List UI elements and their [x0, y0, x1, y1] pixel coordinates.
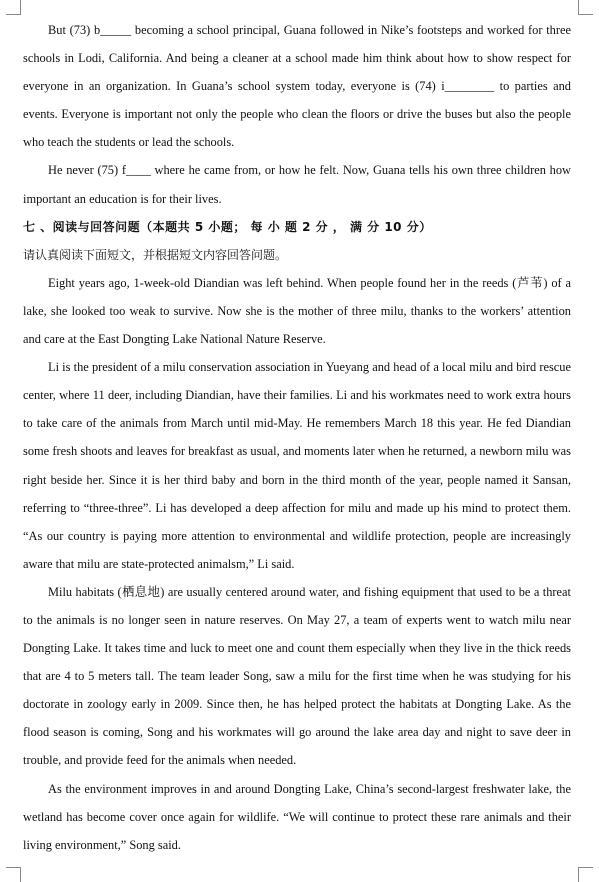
- paragraph-environment: As the environment improves in and around Dongting Lake, China’s second-largest freshwater lake, the wetland has become cover once again for wildlife. “We will continue to protect these rare animals and their living environment,” Song said.: [23, 781, 571, 852]
- section-instructions: 请认真阅读下面短文，并根据短文内容回答问题。: [23, 247, 288, 262]
- document-page: [23, 16, 571, 859]
- paragraph-guana-principal: But (73) b_____ becoming a school principal, Guana followed in Nike’s footsteps and worked for three schools in Lodi, California. And being a cleaner at a school made him think about how to show respect for everyone in an organization. In Guana’s school system today, everyone is (74) i________ to parties and events. Everyone is important not only the people who clean the floors or drive the buses but also the people who teach the students or lead the schools.: [23, 23, 571, 150]
- crop-mark-bottom-right: [578, 867, 593, 882]
- section-heading-reading: 七 、阅读与回答问题（本题共 5 小题； 每 小 题 2 分 ， 满 分 10 分）: [23, 219, 432, 234]
- paragraph-diandian: Eight years ago, 1-week-old Diandian was left behind. When people found her in the reeds (芦苇) of a lake, she looked too weak to survive. Now she is the mother of three milu, thanks to the workers’ attention and care at the East Dongting Lake National Nature Reserve.: [23, 275, 571, 347]
- crop-mark-bottom-left: [6, 867, 21, 882]
- paragraph-guana-children: He never (75) f____ where he came from, or how he felt. Now, Guana tells his own three children how important an education is for their lives.: [23, 163, 571, 206]
- crop-mark-top-left: [6, 0, 21, 15]
- crop-mark-top-right: [578, 0, 593, 15]
- paragraph-li-president: Li is the president of a milu conservation association in Yueyang and head of a local milu and bird rescue center, where 11 deer, including Diandian, have their families. Li and his workmates need to work extra hours to take care of the animals from March until mid-May. He remembers March 18 this year. He fed Diandian some fresh shoots and leaves for breakfast as usual, and moments later when he returned, a newborn milu was right beside her. Since it is her third baby and born in the third month of the year, people named it Sansan, referring to “three-three”. Li has developed a deep affection for milu and made up his mind to protect them. “As our country is paying more attention to environmental and wildlife protection, people are increasingly aware that milu are state-protected animalsm,” Li said.: [23, 360, 571, 571]
- paragraph-milu-habitats: Milu habitats (栖息地) are usually centered around water, and fishing equipment that used to be a threat to the animals is no longer seen in nature reserves. On May 27, a team of experts went to watch milu near Dongting Lake. It takes time and luck to meet one and count them especially when they live in the thick reeds that are 4 to 5 meters tall. The team leader Song, saw a milu for the first time when he was studying for his doctorate in zoology early in 2009. Since then, he has helped protect the habitats at Dongting Lake. As the flood season is coming, Song and his workmates will go around the lake area day and night to save deer in trouble, and provide feed for the animals when needed.: [23, 584, 571, 768]
